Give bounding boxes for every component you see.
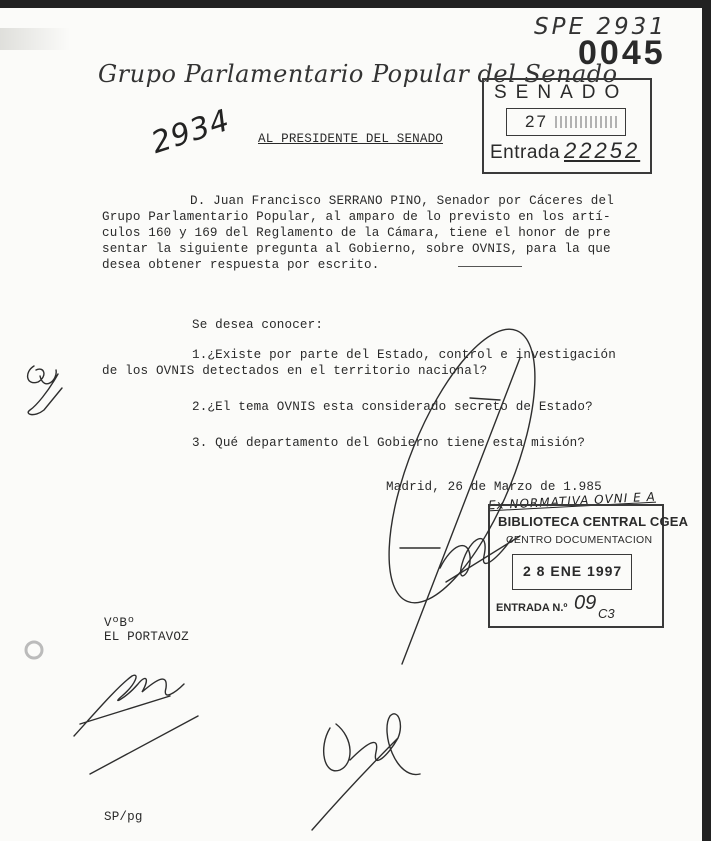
intro-line-2: Grupo Parlamentario Popular, al amparo de lo previsto en los artí- xyxy=(102,210,611,224)
addressee: AL PRESIDENTE DEL SENADO xyxy=(258,132,443,146)
registry-number-handwritten: 2934 xyxy=(147,102,235,161)
question-1-line-2: de los OVNIS detectados en el territorio nacional? xyxy=(102,364,488,378)
scan-smudge xyxy=(0,28,70,50)
spokesman-label: EL PORTAVOZ xyxy=(104,630,189,644)
stamp-blur xyxy=(555,116,617,128)
doc-number: 0045 xyxy=(578,34,666,72)
intro-line-4: sentar la siguiente pregunta al Gobierno, sobre OVNIS, para la que xyxy=(102,242,611,256)
underline-mark xyxy=(458,266,522,267)
senado-entry-number: 22252 xyxy=(564,138,641,163)
question-3: 3. Qué departamento del Gobierno tiene esta misión? xyxy=(192,436,586,450)
library-stamp-date: 2 8 ENE 1997 xyxy=(523,563,623,579)
question-2: 2.¿El tema OVNIS esta considerado secreto de Estado? xyxy=(192,400,593,414)
margin-mark-g xyxy=(28,366,62,415)
question-1-line-1: 1.¿Existe por parte del Estado, control e investigación xyxy=(192,348,616,362)
signature-bottom xyxy=(312,714,420,830)
punch-hole xyxy=(26,642,42,658)
intro-line-5: desea obtener respuesta por escrito. xyxy=(102,258,380,272)
senado-stamp-date: 27 xyxy=(525,112,548,131)
library-date-box xyxy=(512,554,632,590)
letterhead: Grupo Parlamentario Popular del Senado xyxy=(98,60,618,88)
document-page xyxy=(0,8,702,841)
intro-line-1: D. Juan Francisco SERRANO PINO, Senador por Cáceres del xyxy=(190,194,614,208)
request-line: Se desea conocer: xyxy=(192,318,324,332)
ref-handwritten: SPE 2931 xyxy=(534,14,667,40)
library-stamp-line-1: BIBLIOTECA CENTRAL CGEA xyxy=(498,514,689,529)
library-entry-label: ENTRADA N.º xyxy=(496,602,568,614)
signature-portavoz xyxy=(74,675,198,774)
place-date: Madrid, 26 de Marzo de 1.985 xyxy=(386,480,602,494)
senado-date-box xyxy=(506,108,626,136)
approval-mark: VºBº xyxy=(104,616,135,630)
library-entry-number: 09 xyxy=(574,592,597,614)
senado-entry-label: Entrada xyxy=(490,142,561,163)
library-handwritten-note: Ex NORMATIVA OVNI E A xyxy=(487,489,657,513)
intro-line-3: culos 160 y 169 del Reglamento de la Cámara, tiene el honor de pre xyxy=(102,226,611,240)
senado-stamp-title: SENADO xyxy=(494,82,629,103)
library-entry-sub: C3 xyxy=(598,606,615,621)
scratch-mark xyxy=(400,398,500,548)
senado-stamp xyxy=(482,78,652,174)
library-stamp xyxy=(488,504,689,628)
initials: SP/pg xyxy=(104,810,143,824)
library-stamp-line-2: CENTRO DOCUMENTACION xyxy=(506,534,653,546)
